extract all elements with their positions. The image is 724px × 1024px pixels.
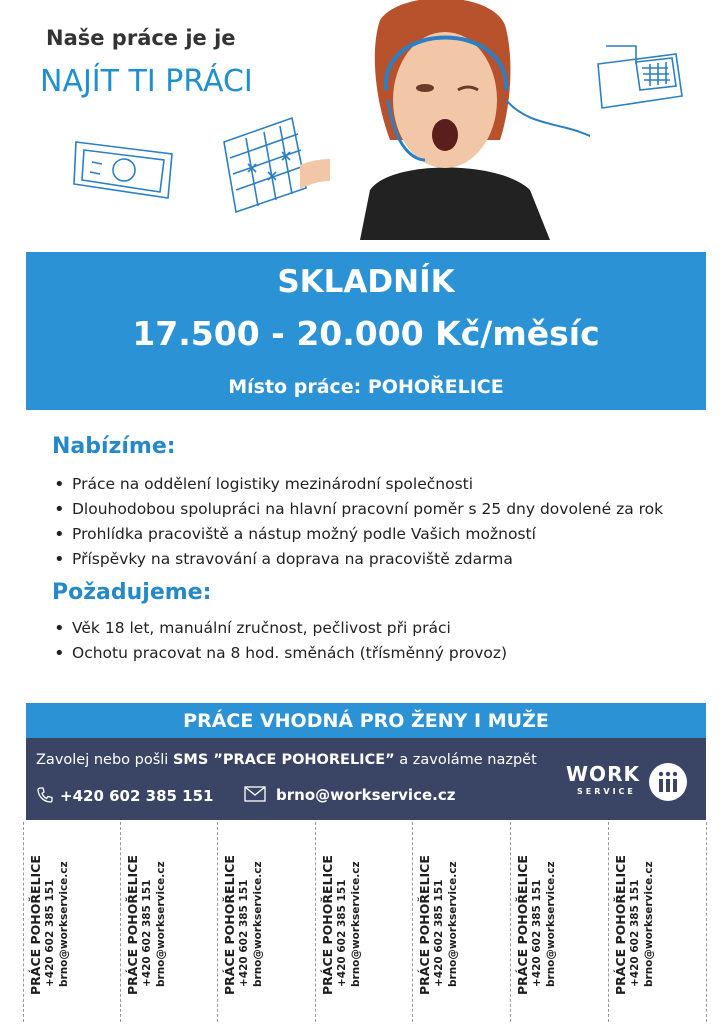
work-service-logo-icon bbox=[649, 763, 687, 801]
tab-email: brno@workservice.cz bbox=[643, 861, 655, 987]
tear-off-tab[interactable] bbox=[510, 822, 608, 1022]
tab-title: PRÁCE POHOŘELICE bbox=[417, 855, 432, 995]
tab-phone: +420 602 385 151 bbox=[629, 879, 641, 987]
tab-phone: +420 602 385 151 bbox=[336, 879, 348, 987]
email-address: brno@workservice.cz bbox=[276, 786, 456, 804]
contact-phone[interactable] bbox=[36, 786, 213, 805]
list-item: • Prohlídka pracoviště a nástup možný podle Vašich možností bbox=[52, 522, 663, 547]
tab-title: PRÁCE POHOŘELICE bbox=[125, 855, 140, 995]
phone-number: +420 602 385 151 bbox=[60, 787, 214, 805]
tagline-line-2: NAJÍT TI PRÁCI bbox=[40, 64, 253, 99]
job-location: Místo práce: POHOŘELICE bbox=[228, 376, 504, 398]
tab-email: brno@workservice.cz bbox=[252, 861, 264, 987]
tab-title: PRÁCE POHOŘELICE bbox=[222, 855, 237, 995]
tear-off-tabs bbox=[23, 822, 707, 1022]
logo-sub: SERVICE bbox=[577, 787, 636, 796]
tear-off-tab[interactable] bbox=[412, 822, 510, 1022]
call-suffix: a zavoláme nazpět bbox=[399, 752, 537, 768]
contact-panel bbox=[26, 738, 706, 820]
list-item: • Práce na oddělení logistiky mezinárodní společnosti bbox=[52, 472, 663, 497]
tab-title: PRÁCE POHOŘELICE bbox=[613, 855, 628, 995]
requirements-heading: Požadujeme: bbox=[52, 580, 212, 605]
banknote-doodle-icon bbox=[72, 132, 184, 204]
tab-phone: +420 602 385 151 bbox=[531, 879, 543, 987]
envelope-icon bbox=[244, 786, 266, 802]
tab-phone: +420 602 385 151 bbox=[141, 879, 153, 987]
tagline-line-1: Naše práce je je bbox=[46, 26, 236, 50]
call-to-action bbox=[36, 752, 537, 768]
offer-list bbox=[52, 472, 663, 572]
tear-off-tab[interactable] bbox=[217, 822, 315, 1022]
cash-register-doodle-icon bbox=[592, 40, 688, 116]
phone-icon bbox=[36, 786, 54, 804]
list-item: • Ochotu pracovat na 8 hod. směnách (třísměnný provoz) bbox=[52, 641, 507, 666]
tear-off-tab[interactable] bbox=[120, 822, 218, 1022]
calendar-doodle-icon bbox=[218, 112, 310, 216]
tab-email: brno@workservice.cz bbox=[447, 861, 459, 987]
hero-photo-woman-headset bbox=[300, 0, 590, 240]
tab-email: brno@workservice.cz bbox=[350, 861, 362, 987]
tear-off-tab[interactable] bbox=[23, 822, 121, 1022]
tab-email: brno@workservice.cz bbox=[545, 861, 557, 987]
offer-heading: Nabízíme: bbox=[52, 434, 176, 459]
job-title: SKLADNÍK bbox=[277, 264, 455, 300]
tab-email: brno@workservice.cz bbox=[155, 861, 167, 987]
list-item: • Věk 18 let, manuální zručnost, pečlivost při práci bbox=[52, 616, 507, 641]
call-sms: SMS ”PRACE POHORELICE” bbox=[172, 752, 395, 768]
tear-off-tab[interactable] bbox=[315, 822, 413, 1022]
job-banner bbox=[26, 252, 706, 410]
contact-email[interactable] bbox=[244, 786, 455, 804]
job-salary: 17.500 - 20.000 Kč/měsíc bbox=[132, 314, 600, 353]
tab-phone: +420 602 385 151 bbox=[44, 879, 56, 987]
list-item: • Příspěvky na stravování a doprava na pracoviště zdarma bbox=[52, 547, 663, 572]
tab-phone: +420 602 385 151 bbox=[433, 879, 445, 987]
tab-title: PRÁCE POHOŘELICE bbox=[28, 855, 43, 995]
tab-title: PRÁCE POHOŘELICE bbox=[515, 855, 530, 995]
requirements-list bbox=[52, 616, 507, 666]
tab-phone: +420 602 385 151 bbox=[238, 879, 250, 987]
call-prefix: Zavolej nebo pošli bbox=[36, 752, 169, 768]
logo-word: WORK bbox=[566, 762, 640, 786]
suitable-banner: PRÁCE VHODNÁ PRO ŽENY I MUŽE bbox=[26, 703, 706, 738]
list-item: • Dlouhodobou spolupráci na hlavní pracovní poměr s 25 dny dovolené za rok bbox=[52, 497, 663, 522]
tab-email: brno@workservice.cz bbox=[58, 861, 70, 987]
tab-title: PRÁCE POHOŘELICE bbox=[320, 855, 335, 995]
tear-off-tab[interactable] bbox=[608, 822, 707, 1022]
